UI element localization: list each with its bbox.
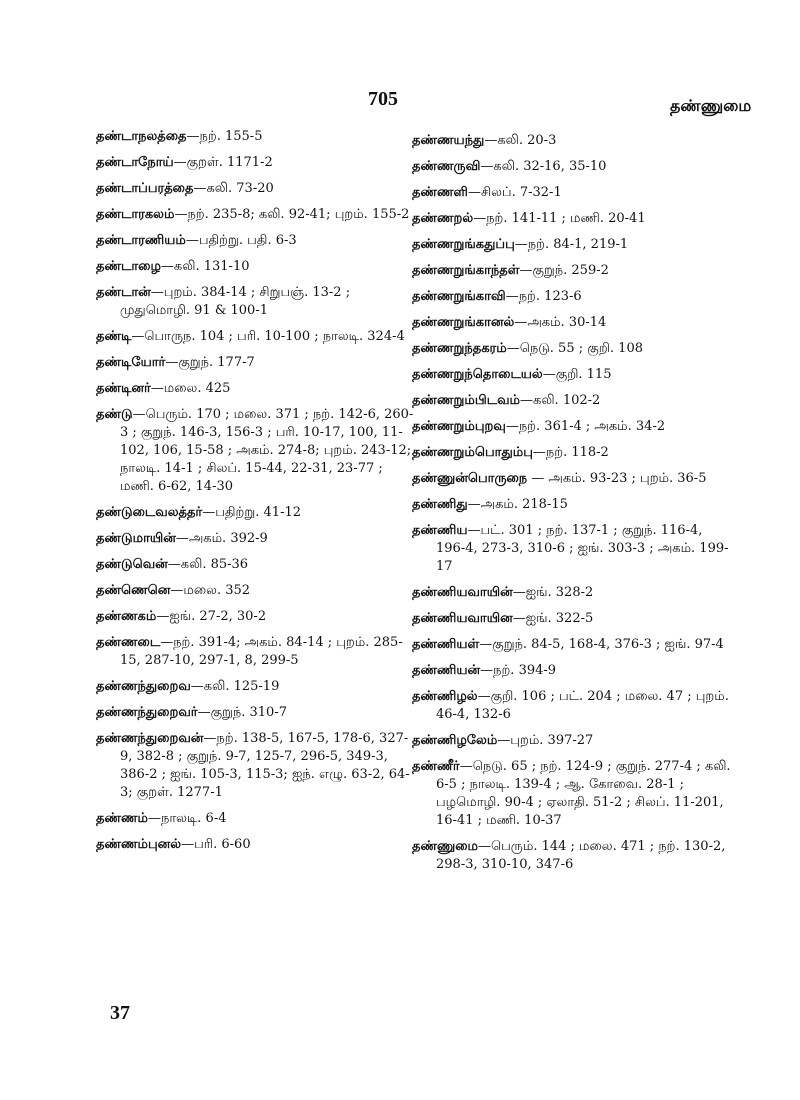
index-entry	[96, 206, 414, 224]
index-entry	[412, 584, 734, 602]
entry-headword: தண்ணிய	[412, 523, 468, 538]
entry-headword: தண்ணியவாயின்	[412, 585, 513, 600]
entry-references: —நெடு. 65 ; நற். 124-9 ; குறுந். 277-4 ; கலி. 6-5 ; நாலடி. 139-4 ; ஆ. கோவை. 28-1 ; பழமொழி. 90-4 ; ஏலாதி. 51-2 ; சிலப். 11-201, 16-41 ; மணி. 10-37	[436, 759, 731, 828]
index-entry	[412, 158, 734, 176]
entry-references: —நற். 138-5, 167-5, 178-6, 327-9, 382-8 ; குறுந். 9-7, 125-7, 296-5, 349-3, 386-2 ; ஐங். 105-3, 115-3; ஐந். எழு. 63-2, 64-3; குறள். 1277-1	[120, 731, 410, 800]
entry-references: —ஐங். 328-2	[512, 585, 594, 600]
index-entry	[412, 236, 734, 254]
index-entry	[96, 180, 414, 198]
index-entry	[412, 496, 734, 514]
entry-headword: தண்டாரகலம்	[96, 207, 175, 222]
index-entry	[96, 232, 414, 250]
entry-references: —பட். 301 ; நற். 137-1 ; குறுந். 116-4, 196-4, 273-3, 310-6 ; ஐங். 303-3 ; அகம். 199-17	[436, 523, 729, 574]
entry-headword: தண்ணுமை	[412, 839, 479, 854]
entry-references: —குறுந். 84-5, 168-4, 376-3 ; ஐங். 97-4	[479, 637, 724, 652]
index-entry	[96, 154, 414, 172]
index-entry	[412, 636, 734, 654]
entry-references: —பெரும். 144 ; மலை. 471 ; நற். 130-2, 298-3, 310-10, 347-6	[436, 839, 726, 872]
entry-references: —பதிற்று. 41-12	[202, 505, 302, 520]
index-entry	[412, 418, 734, 436]
entry-references: —பெரும். 170 ; மலை. 371 ; நற். 142-6, 260-3 ; குறுந். 146-3, 156-3 ; பரி. 10-17, 100, 11-102, 106, 15-58 ; அகம். 274-8; புறம். 243-12; நாலடி. 14-1 ; சிலப். 15-44, 22-31, 23-77 ; மணி. 6-62, 14-30	[120, 407, 414, 494]
entry-references: —நற். 394-9	[480, 663, 557, 678]
entry-headword: தண்ணறும்புறவு	[412, 419, 506, 434]
entry-headword: தண்ணறும்பொதும்பு	[412, 445, 533, 460]
index-entry	[96, 704, 414, 722]
running-header: தண்ணுமை	[670, 96, 752, 115]
entry-references: —நற். 391-4; அகம். 84-14 ; புறம். 285-15, 287-10, 297-1, 8, 299-5	[120, 635, 403, 668]
entry-headword: தண்டாழை	[96, 259, 161, 274]
entry-headword: தண்ணளி	[412, 185, 468, 200]
entry-headword: தண்டாரணியம்	[96, 233, 186, 248]
index-entry	[412, 522, 734, 576]
index-entry	[412, 262, 734, 280]
entry-headword: தண்டு	[96, 407, 133, 422]
entry-headword: தண்ணறல்	[412, 211, 474, 226]
entry-headword: தண்டுமாயின்	[96, 531, 176, 546]
index-entry	[96, 678, 414, 696]
entry-headword: தண்ணியன்	[412, 663, 481, 678]
entry-headword: தண்டாப்பரத்தை	[96, 181, 194, 196]
index-entry	[412, 838, 734, 874]
entry-headword: தண்ணுன்பொருநை	[412, 471, 528, 486]
entry-headword: தண்டி	[96, 329, 132, 344]
entry-references: —நெடு. 55 ; குறி. 108	[506, 341, 643, 356]
entry-headword: தண்ணகம்	[96, 609, 157, 624]
entry-references: —கலி. 131-10	[160, 259, 250, 274]
entry-references: —கலி. 102-2	[520, 393, 601, 408]
entry-references: —கலி. 125-19	[190, 679, 280, 694]
entry-references: —புறம். 397-27	[497, 733, 594, 748]
entry-headword: தண்ணந்துறைவன்	[96, 731, 204, 746]
entry-headword: தண்ணடை	[96, 635, 161, 650]
entry-headword: தண்டுடைவலத்தர்	[96, 505, 203, 520]
entry-references: —மலை. 352	[170, 583, 251, 598]
index-entry	[412, 444, 734, 462]
entry-headword: தண்ணறுந்தகரம்	[412, 341, 507, 356]
entry-headword: தண்ணிழலேம்	[412, 733, 498, 748]
index-entry	[412, 470, 734, 488]
index-entry	[412, 392, 734, 410]
index-entry	[412, 366, 734, 384]
index-entry	[412, 132, 734, 150]
entry-headword: தண்ணிழல்	[412, 689, 478, 704]
left-column	[96, 128, 414, 862]
right-column	[412, 132, 734, 882]
entry-references: —நற். 118-2	[532, 445, 609, 460]
entry-references: —கலி. 73-20	[193, 181, 274, 196]
index-entry	[96, 730, 414, 802]
entry-references: —நற். 141-11 ; மணி. 20-41	[473, 211, 646, 226]
entry-references: —நற். 123-6	[505, 289, 582, 304]
entry-headword: தண்ணறுந்தொடையல்	[412, 367, 543, 382]
entry-references: —அகம். 218-15	[467, 497, 568, 512]
entry-headword: தண்ணறுங்கதுப்பு	[412, 237, 515, 252]
index-entry	[412, 732, 734, 750]
entry-headword: தண்ணியவாயின	[412, 611, 513, 626]
index-entry	[96, 328, 414, 346]
entry-headword: தண்ணிது	[412, 497, 468, 512]
entry-headword: தண்டுவென்	[96, 557, 168, 572]
entry-references: —பரி. 6-60	[181, 837, 251, 852]
entry-references: —பதிற்று. பதி. 6-3	[185, 233, 297, 248]
index-entry	[96, 258, 414, 276]
entry-references: —பொருந. 104 ; பரி. 10-100 ; நாலடி. 324-4	[131, 329, 405, 344]
entry-headword: தண்டினர்	[96, 381, 151, 396]
entry-headword: தண்ணருவி	[412, 159, 481, 174]
index-entry	[96, 284, 414, 320]
index-entry	[96, 406, 414, 496]
entry-headword: தண்ணந்துறைவ	[96, 679, 191, 694]
index-entry	[412, 662, 734, 680]
entry-headword: தண்ணறும்பிடவம்	[412, 393, 520, 408]
entry-headword: தண்டான்	[96, 285, 151, 300]
entry-headword: தண்டாநோய்	[96, 155, 174, 170]
entry-references: —கலி. 32-16, 35-10	[480, 159, 607, 174]
index-entry	[96, 530, 414, 548]
index-entry	[96, 810, 414, 828]
entry-references: —குறுந். 310-7	[197, 705, 287, 720]
index-entry	[412, 758, 734, 830]
index-entry	[412, 314, 734, 332]
index-entry	[96, 354, 414, 372]
index-entry	[96, 128, 414, 146]
index-entry	[96, 582, 414, 600]
entry-references: —கலி. 85-36	[167, 557, 249, 572]
entry-headword: தண்ணந்துறைவர்	[96, 705, 198, 720]
entry-references: —நற். 155-5	[186, 129, 263, 144]
entry-headword: தண்ணம்	[96, 811, 149, 826]
entry-references: —நற். 235-8; கலி. 92-41; புறம். 155-2	[174, 207, 410, 222]
entry-references: — அகம். 93-23 ; புறம். 36-5	[527, 471, 707, 486]
entry-headword: தண்ணயந்து	[412, 133, 485, 148]
entry-references: —நாலடி. 6-4	[148, 811, 227, 826]
entry-references: —அகம். 392-9	[175, 531, 268, 546]
entry-references: —ஐங். 322-5	[512, 611, 594, 626]
entry-headword: தண்டாநலத்தை	[96, 129, 187, 144]
entry-references: —கலி. 20-3	[484, 133, 557, 148]
entry-headword: தண்ணீர்	[412, 759, 460, 774]
entry-references: —குறுந். 177-7	[165, 355, 255, 370]
index-entry	[412, 340, 734, 358]
index-entry	[96, 608, 414, 626]
index-entry	[96, 634, 414, 670]
entry-references: —புறம். 384-14 ; சிறுபஞ். 13-2 ; முதுமொழி. 91 & 100-1	[120, 285, 351, 318]
entry-headword: தண்ணறுங்கானல்	[412, 315, 515, 330]
index-entry	[412, 610, 734, 628]
entry-headword: தண்ணெனெ	[96, 583, 171, 598]
entry-references: —குறள். 1171-2	[173, 155, 273, 170]
index-entry	[412, 288, 734, 306]
entry-references: —அகம். 30-14	[514, 315, 607, 330]
index-entry	[96, 556, 414, 574]
entry-headword: தண்டியோர்	[96, 355, 166, 370]
entry-references: —மலை. 425	[150, 381, 231, 396]
index-entry	[96, 380, 414, 398]
entry-headword: தண்ணம்புனல்	[96, 837, 182, 852]
entry-references: —குறி. 115	[542, 367, 612, 382]
entry-headword: தண்ணறுங்காவி	[412, 289, 506, 304]
entry-references: —சிலப். 7-32-1	[467, 185, 562, 200]
index-entry	[412, 210, 734, 228]
entry-references: —ஐங். 27-2, 30-2	[156, 609, 267, 624]
entry-references: —நற். 361-4 ; அகம். 34-2	[505, 419, 666, 434]
index-entry	[96, 504, 414, 522]
page-number: 705	[368, 88, 398, 110]
entry-references: —குறி. 106 ; பட். 204 ; மலை. 47 ; புறம். 46-4, 132-6	[436, 689, 729, 722]
signature-number: 37	[110, 1002, 130, 1024]
index-entry	[412, 184, 734, 202]
entry-references: —நற். 84-1, 219-1	[514, 237, 629, 252]
entry-headword: தண்ணியள்	[412, 637, 480, 652]
index-entry	[96, 836, 414, 854]
entry-headword: தண்ணறுங்காந்தள்	[412, 263, 520, 278]
index-entry	[412, 688, 734, 724]
entry-references: —குறுந். 259-2	[519, 263, 609, 278]
